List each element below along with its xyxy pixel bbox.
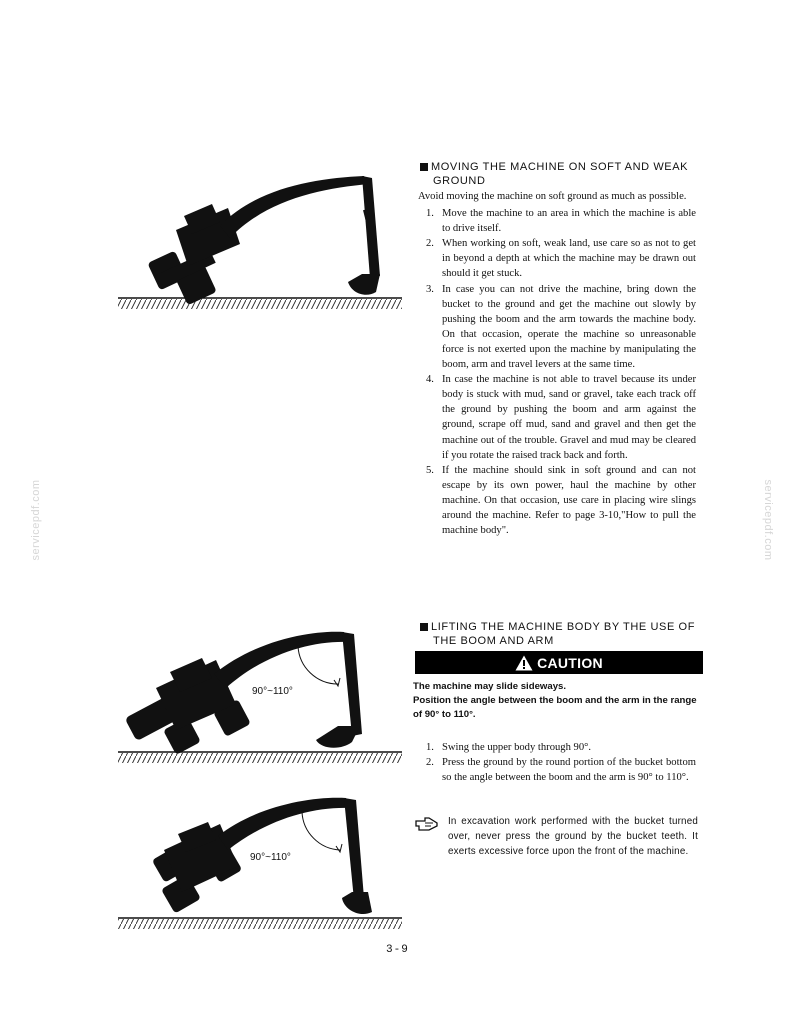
pointing-hand-icon [415,817,439,831]
step-text: Press the ground by the round portion of the bucket bottom so the angle between the boom and the arm is 90° to 110°. [442,757,696,784]
section-soft-ground [418,160,696,538]
section-heading-soft-ground [418,160,696,188]
heading-line-1: LIFTING THE MACHINE BODY BY THE USE OF [431,621,696,633]
step-number: 4. [426,374,434,386]
step-number: 2. [426,238,434,250]
step-number: 1. [426,208,434,220]
excavator-lift-illustration-2 [116,794,406,936]
caution-label: CAUTION [537,654,603,671]
note-block [415,814,698,859]
list-item [418,206,696,236]
page-number: 3-9 [386,944,409,956]
step-number: 3. [426,283,434,295]
list-item [418,463,696,538]
step-number: 5. [426,464,434,476]
angle-label-figure-3: 90°~110° [250,852,291,863]
watermark-left: servicepdf.com [30,479,42,561]
list-item [418,282,696,373]
bullet-square-icon [420,163,428,171]
heading-line-1: MOVING THE MACHINE ON SOFT AND WEAK [431,161,689,173]
section-heading-lift-body [418,620,696,648]
heading-line-2: THE BOOM AND ARM [433,635,554,647]
caution-banner [415,651,703,674]
figure-lift-body-2 [116,794,406,936]
excavator-soft-ground-illustration [116,170,406,320]
step-text: In case the machine is not able to travel because its under body is stuck with mud, sand or gravel, take each track off the ground by pushing the boom and arm against the ground, scrape off mud, sand and gravel and then get the machine out of the trouble. Gravel and mud may be cleared if you rotate the raised track back and forth. [442,374,696,461]
soft-ground-steps-list [418,206,696,538]
step-number: 2. [426,757,434,769]
step-text: If the machine should sink in soft ground and can not escape by its own power, haul the machine by other machine. On that occasion, use care in placing wire slings around the machine. Refer to page 3-10,"How to pull the machine body". [442,464,696,537]
lift-body-steps-list [418,740,696,785]
section-lift-body [418,620,696,648]
caution-line-1: The machine may slide sideways. [413,681,567,692]
note-text: In excavation work performed with the bucket turned over, never press the ground by the bucket teeth. It exerts excessive force upon the front of the machine. [448,816,698,857]
watermark-right: servicepdf.com [762,479,774,561]
step-number: 1. [426,742,434,753]
warning-triangle-icon [515,655,533,671]
caution-message [413,680,698,722]
step-text: Move the machine to an area in which the machine is able to drive itself. [442,208,696,235]
bullet-square-icon [420,623,428,631]
list-item [418,755,696,785]
list-item [418,236,696,281]
step-text: When working on soft, weak land, use care so as not to get in beyond a depth at which the machine may be drawn out should it get stuck. [442,238,696,280]
heading-line-2: GROUND [433,175,486,187]
intro-paragraph: Avoid moving the machine on soft ground as much as possible. [418,191,687,202]
excavator-lift-illustration-1 [116,626,406,768]
angle-label-figure-2: 90°~110° [252,686,293,697]
figure-soft-ground-excavator [116,170,406,320]
lift-body-steps [418,740,696,785]
caution-line-2: Position the angle between the boom and the arm in the range of 90° to 110°. [413,695,697,720]
figure-lift-body-1 [116,626,406,768]
list-item [418,740,696,755]
step-text: Swing the upper body through 90°. [442,742,592,753]
list-item [418,372,696,463]
step-text: In case you can not drive the machine, bring down the bucket to the ground and get the machine out slowly by pushing the boom and the arm towards the machine body. On that occasion, operate the machine so unreasonable force is not exerted upon the machine by manipulating the boom, arm and travel levers at the same time. [442,283,696,371]
